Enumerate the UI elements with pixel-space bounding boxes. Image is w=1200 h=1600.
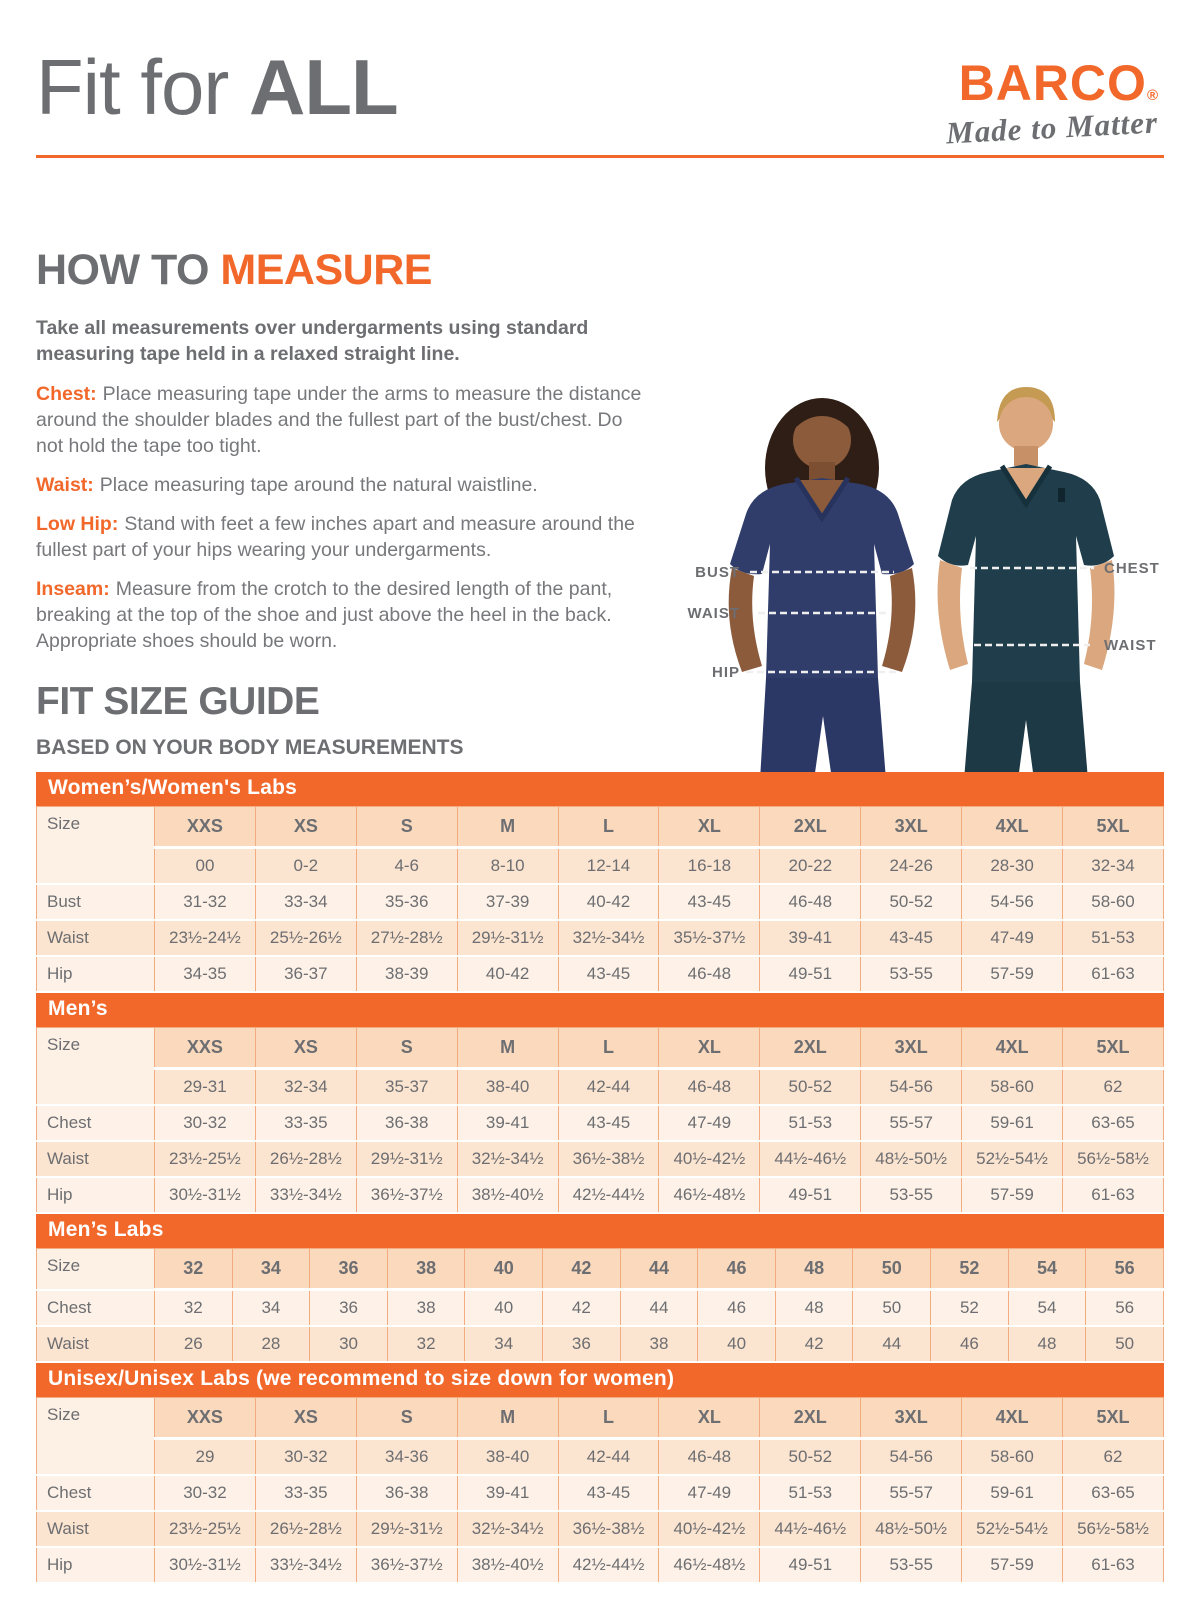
waist-right-label: WAIST [1104,637,1157,654]
measure-value-cell: 42½-44½ [558,1177,659,1213]
size-number-cell: 12-14 [558,848,659,885]
measurement-row [37,920,1164,956]
measure-label-cell: Chest [37,1105,155,1141]
measure-value-cell: 54 [1008,1290,1086,1327]
measure-value-cell: 40-42 [457,956,558,992]
measure-label-cell: Waist [37,1326,155,1362]
waist-left-label: WAIST [687,605,740,622]
size-number-cell: 30-32 [255,1439,356,1476]
measure-value-cell: 43-45 [659,884,760,920]
how-to-measure-heading [36,246,644,295]
measure-value-cell: 23½-24½ [155,920,256,956]
size-tables [36,772,1164,1584]
measure-label-cell: Bust [37,884,155,920]
measure-item-text: Measure from the crotch to the desired length of the pant, breaking at the top of the shoe and just above the heel in the back. Appropriate shoes should be worn. [36,577,613,652]
size-number-cell: 46-48 [659,1439,760,1476]
measure-value-cell: 52½-54½ [962,1511,1063,1547]
measure-value-cell: 43-45 [558,956,659,992]
table-header-row [37,1398,1164,1439]
measure-value-cell: 43-45 [558,1475,659,1511]
chest-pocket-pen [1058,488,1065,502]
page-title [36,43,398,131]
size-header-cell: 32 [155,1249,233,1290]
table-header-row [37,807,1164,848]
size-header-cell: 2XL [760,1028,861,1069]
measure-value-cell: 25½-26½ [255,920,356,956]
measure-value-cell: 33½-34½ [255,1177,356,1213]
size-number-cell: 20-22 [760,848,861,885]
measure-value-cell: 59-61 [962,1475,1063,1511]
size-label-cell: Size [37,807,155,885]
measure-value-cell: 40½-42½ [659,1511,760,1547]
measure-value-cell: 61-63 [1063,1177,1164,1213]
measure-value-cell: 48½-50½ [861,1511,962,1547]
measure-value-cell: 36 [543,1326,621,1362]
size-header-cell: XL [659,1028,760,1069]
measure-value-cell: 38½-40½ [457,1177,558,1213]
measure-value-cell: 33-35 [255,1475,356,1511]
heading-gray-part: HOW TO [36,246,221,294]
measure-value-cell: 47-49 [659,1475,760,1511]
measurement-row [37,1177,1164,1213]
measure-value-cell: 50 [853,1290,931,1327]
size-number-cell: 4-6 [356,848,457,885]
measure-value-cell: 42½-44½ [558,1547,659,1583]
measure-label-cell: Chest [37,1475,155,1511]
measure-value-cell: 48½-50½ [861,1141,962,1177]
male-model-illustration [938,387,1115,780]
mens-labs-size-table [36,1248,1164,1363]
size-header-cell: 56 [1086,1249,1164,1290]
unisex-size-table [36,1397,1164,1584]
table-banner: Unisex/Unisex Labs (we recommend to size down for women) [36,1363,1164,1397]
size-header-cell: S [356,1028,457,1069]
measurement-row [37,1547,1164,1583]
measurement-row [37,1326,1164,1362]
size-header-cell: M [457,807,558,848]
heading-orange-part: MEASURE [220,246,432,294]
measure-value-cell: 38½-40½ [457,1547,558,1583]
size-number-cell: 16-18 [659,848,760,885]
size-number-cell: 34-36 [356,1439,457,1476]
size-header-cell: 5XL [1063,1028,1164,1069]
size-header-cell: 36 [310,1249,388,1290]
measure-value-cell: 48 [775,1290,853,1327]
female-model-illustration [729,398,916,780]
measure-value-cell: 34-35 [155,956,256,992]
size-header-cell: 2XL [760,807,861,848]
measure-value-cell: 34 [232,1290,310,1327]
measure-label-cell: Waist [37,1511,155,1547]
measure-item-label: Inseam: [36,577,110,600]
measure-value-cell: 23½-25½ [155,1511,256,1547]
size-table-mens [36,993,1164,1214]
measure-value-cell: 49-51 [760,1177,861,1213]
models-illustration [652,372,1180,780]
measure-value-cell: 43-45 [861,920,962,956]
table-banner: Women’s/Women's Labs [36,772,1164,806]
size-numbers-row [37,1439,1164,1476]
measure-value-cell: 36-37 [255,956,356,992]
measure-value-cell: 29½-31½ [356,1141,457,1177]
measure-value-cell: 32 [387,1326,465,1362]
registered-mark: ® [1146,87,1158,104]
size-number-cell: 62 [1063,1069,1164,1106]
page-title-bold: ALL [249,43,398,131]
measure-value-cell: 61-63 [1063,956,1164,992]
size-header-cell: 42 [543,1249,621,1290]
measure-value-cell: 58-60 [1063,884,1164,920]
size-number-cell: 35-37 [356,1069,457,1106]
size-table-womens [36,772,1164,993]
measure-item-text: Place measuring tape around the natural waistline. [99,474,538,497]
measure-value-cell: 39-41 [760,920,861,956]
measure-value-cell: 46-48 [659,956,760,992]
how-to-measure-section [36,246,644,668]
measure-value-cell: 52½-54½ [962,1141,1063,1177]
measure-value-cell: 44½-46½ [760,1511,861,1547]
size-header-cell: 3XL [861,1398,962,1439]
size-header-cell: 54 [1008,1249,1086,1290]
size-number-cell: 00 [155,848,256,885]
measure-value-cell: 36½-38½ [558,1511,659,1547]
measure-value-cell: 46 [931,1326,1009,1362]
brand-wordmark: BARCO [958,55,1147,111]
measure-value-cell: 26½-28½ [255,1141,356,1177]
size-header-cell: M [457,1028,558,1069]
size-header-cell: 50 [853,1249,931,1290]
measure-value-cell: 39-41 [457,1475,558,1511]
measure-value-cell: 53-55 [861,956,962,992]
models-photo [652,372,1180,780]
size-header-cell: XS [255,807,356,848]
measure-label-cell: Hip [37,956,155,992]
size-header-cell: 44 [620,1249,698,1290]
measure-value-cell: 47-49 [659,1105,760,1141]
measure-value-cell: 56½-58½ [1063,1141,1164,1177]
measure-value-cell: 63-65 [1063,1105,1164,1141]
size-number-cell: 38-40 [457,1069,558,1106]
womens-size-table [36,806,1164,993]
size-header-cell: 2XL [760,1398,861,1439]
size-header-cell: 34 [232,1249,310,1290]
size-number-cell: 29 [155,1439,256,1476]
measure-value-cell: 38-39 [356,956,457,992]
size-header-cell: XXS [155,807,256,848]
table-header-row [37,1249,1164,1290]
measure-value-cell: 44 [620,1290,698,1327]
measure-value-cell: 27½-28½ [356,920,457,956]
measure-item-inseam [36,577,644,655]
fit-size-guide-subheading: BASED ON YOUR BODY MEASUREMENTS [36,736,464,759]
measure-value-cell: 48 [1008,1326,1086,1362]
size-header-cell: S [356,1398,457,1439]
table-banner: Men’s [36,993,1164,1027]
size-header-cell: S [356,807,457,848]
measurement-row [37,1475,1164,1511]
measure-value-cell: 63-65 [1063,1475,1164,1511]
size-header-cell: L [558,1028,659,1069]
hip-label: HIP [711,664,740,681]
measure-value-cell: 51-53 [1063,920,1164,956]
measure-value-cell: 52 [931,1290,1009,1327]
measure-label-cell: Waist [37,1141,155,1177]
measure-item-text: Stand with feet a few inches apart and measure around the fullest part of your hips wearing your undergarments. [36,512,635,561]
measure-value-cell: 36½-37½ [356,1177,457,1213]
measure-value-cell: 44 [853,1326,931,1362]
measure-value-cell: 29½-31½ [457,920,558,956]
measure-value-cell: 59-61 [962,1105,1063,1141]
page-title-regular: Fit for [36,43,250,131]
measure-value-cell: 57-59 [962,1547,1063,1583]
measure-value-cell: 23½-25½ [155,1141,256,1177]
measure-value-cell: 57-59 [962,1177,1063,1213]
brand-tagline: Made to Matter [945,104,1159,151]
measure-item-text: Place measuring tape under the arms to measure the distance around the shoulder blades and the fullest part of the bust/chest. Do not hold the tape too tight. [36,383,642,458]
measure-value-cell: 50-52 [861,884,962,920]
measure-value-cell: 56½-58½ [1063,1511,1164,1547]
measure-value-cell: 61-63 [1063,1547,1164,1583]
measure-value-cell: 33½-34½ [255,1547,356,1583]
size-header-cell: 3XL [861,807,962,848]
size-header-cell: XL [659,1398,760,1439]
measure-value-cell: 32½-34½ [457,1511,558,1547]
measure-value-cell: 40½-42½ [659,1141,760,1177]
measure-value-cell: 55-57 [861,1105,962,1141]
size-header-cell: 3XL [861,1028,962,1069]
measure-item-label: Waist: [36,474,94,497]
measure-value-cell: 33-34 [255,884,356,920]
measure-value-cell: 51-53 [760,1475,861,1511]
measure-value-cell: 30½-31½ [155,1177,256,1213]
measure-value-cell: 40 [698,1326,776,1362]
size-number-cell: 32-34 [1063,848,1164,885]
size-number-cell: 32-34 [255,1069,356,1106]
bust-label: BUST [695,564,740,581]
size-header-cell: XL [659,807,760,848]
measure-value-cell: 40-42 [558,884,659,920]
measure-value-cell: 42 [543,1290,621,1327]
barco-logo [945,55,1159,151]
size-number-cell: 50-52 [760,1439,861,1476]
mens-size-table [36,1027,1164,1214]
size-table-mens-labs [36,1214,1164,1363]
size-header-cell: 48 [775,1249,853,1290]
size-header-cell: L [558,807,659,848]
measure-value-cell: 35½-37½ [659,920,760,956]
measure-value-cell: 56 [1086,1290,1164,1327]
size-header-cell: M [457,1398,558,1439]
measure-value-cell: 30-32 [155,1475,256,1511]
measure-value-cell: 36 [310,1290,388,1327]
size-number-cell: 42-44 [558,1439,659,1476]
measure-value-cell: 29½-31½ [356,1511,457,1547]
size-header-cell: XXS [155,1028,256,1069]
size-header-cell: 38 [387,1249,465,1290]
size-number-cell: 58-60 [962,1439,1063,1476]
measure-value-cell: 36-38 [356,1475,457,1511]
measurement-row [37,1141,1164,1177]
measure-value-cell: 30-32 [155,1105,256,1141]
measure-label-cell: Chest [37,1290,155,1327]
measure-value-cell: 26 [155,1326,233,1362]
size-header-cell: 52 [931,1249,1009,1290]
measure-value-cell: 47-49 [962,920,1063,956]
size-number-cell: 0-2 [255,848,356,885]
size-table-unisex [36,1363,1164,1584]
measure-item-low-hip [36,512,644,564]
measure-value-cell: 46½-48½ [659,1547,760,1583]
measure-value-cell: 51-53 [760,1105,861,1141]
size-number-cell: 8-10 [457,848,558,885]
size-number-cell: 46-48 [659,1069,760,1106]
measure-value-cell: 46½-48½ [659,1177,760,1213]
measure-value-cell: 33-35 [255,1105,356,1141]
measure-item-label: Low Hip: [36,512,119,535]
measure-value-cell: 36-38 [356,1105,457,1141]
measure-value-cell: 35-36 [356,884,457,920]
size-number-cell: 54-56 [861,1069,962,1106]
measure-item-waist [36,473,644,499]
measurement-row [37,1511,1164,1547]
measure-value-cell: 43-45 [558,1105,659,1141]
measure-value-cell: 26½-28½ [255,1511,356,1547]
measurement-row [37,956,1164,992]
measure-value-cell: 36½-38½ [558,1141,659,1177]
measure-item-chest [36,382,644,460]
size-header-cell: 4XL [962,807,1063,848]
measure-value-cell: 32½-34½ [457,1141,558,1177]
measure-label-cell: Waist [37,920,155,956]
size-label-cell: Size [37,1028,155,1106]
size-header-cell: 40 [465,1249,543,1290]
measure-intro: Take all measurements over undergarments using standard measuring tape held in a relaxed straight line. [36,317,589,366]
measure-label-cell: Hip [37,1547,155,1583]
measure-value-cell: 36½-37½ [356,1547,457,1583]
measure-value-cell: 30½-31½ [155,1547,256,1583]
size-header-cell: 5XL [1063,1398,1164,1439]
size-header-cell: XXS [155,1398,256,1439]
measure-item-label: Chest: [36,383,97,406]
size-header-cell: XS [255,1398,356,1439]
size-label-cell: Size [37,1398,155,1476]
table-header-row [37,1028,1164,1069]
measure-value-cell: 46 [698,1290,776,1327]
measure-value-cell: 53-55 [861,1547,962,1583]
size-numbers-row [37,1069,1164,1106]
header-divider [36,155,1164,158]
measure-value-cell: 32½-34½ [558,920,659,956]
size-numbers-row [37,848,1164,885]
chest-label: CHEST [1104,560,1160,577]
size-header-cell: XS [255,1028,356,1069]
size-header-cell: 4XL [962,1398,1063,1439]
measure-value-cell: 49-51 [760,1547,861,1583]
measure-value-cell: 55-57 [861,1475,962,1511]
size-number-cell: 28-30 [962,848,1063,885]
measure-value-cell: 31-32 [155,884,256,920]
measure-value-cell: 53-55 [861,1177,962,1213]
size-header-cell: 5XL [1063,807,1164,848]
measure-value-cell: 30 [310,1326,388,1362]
table-banner: Men’s Labs [36,1214,1164,1248]
measure-value-cell: 46-48 [760,884,861,920]
size-header-cell: 46 [698,1249,776,1290]
measure-value-cell: 38 [387,1290,465,1327]
measure-label-cell: Hip [37,1177,155,1213]
measure-value-cell: 49-51 [760,956,861,992]
measure-value-cell: 42 [775,1326,853,1362]
size-label-cell: Size [37,1249,155,1290]
size-number-cell: 24-26 [861,848,962,885]
size-header-cell: 4XL [962,1028,1063,1069]
measure-value-cell: 57-59 [962,956,1063,992]
measure-value-cell: 32 [155,1290,233,1327]
measurement-row [37,1290,1164,1327]
size-header-cell: L [558,1398,659,1439]
measurement-row [37,1105,1164,1141]
size-number-cell: 58-60 [962,1069,1063,1106]
measure-value-cell: 34 [465,1326,543,1362]
size-number-cell: 29-31 [155,1069,256,1106]
measure-value-cell: 28 [232,1326,310,1362]
measure-value-cell: 50 [1086,1326,1164,1362]
fit-size-guide-heading: FIT SIZE GUIDE [36,680,320,723]
measure-value-cell: 39-41 [457,1105,558,1141]
size-number-cell: 62 [1063,1439,1164,1476]
size-number-cell: 54-56 [861,1439,962,1476]
measure-value-cell: 40 [465,1290,543,1327]
size-number-cell: 42-44 [558,1069,659,1106]
measure-value-cell: 38 [620,1326,698,1362]
measure-value-cell: 37-39 [457,884,558,920]
measurement-row [37,884,1164,920]
size-number-cell: 38-40 [457,1439,558,1476]
measure-value-cell: 44½-46½ [760,1141,861,1177]
measure-value-cell: 54-56 [962,884,1063,920]
size-number-cell: 50-52 [760,1069,861,1106]
